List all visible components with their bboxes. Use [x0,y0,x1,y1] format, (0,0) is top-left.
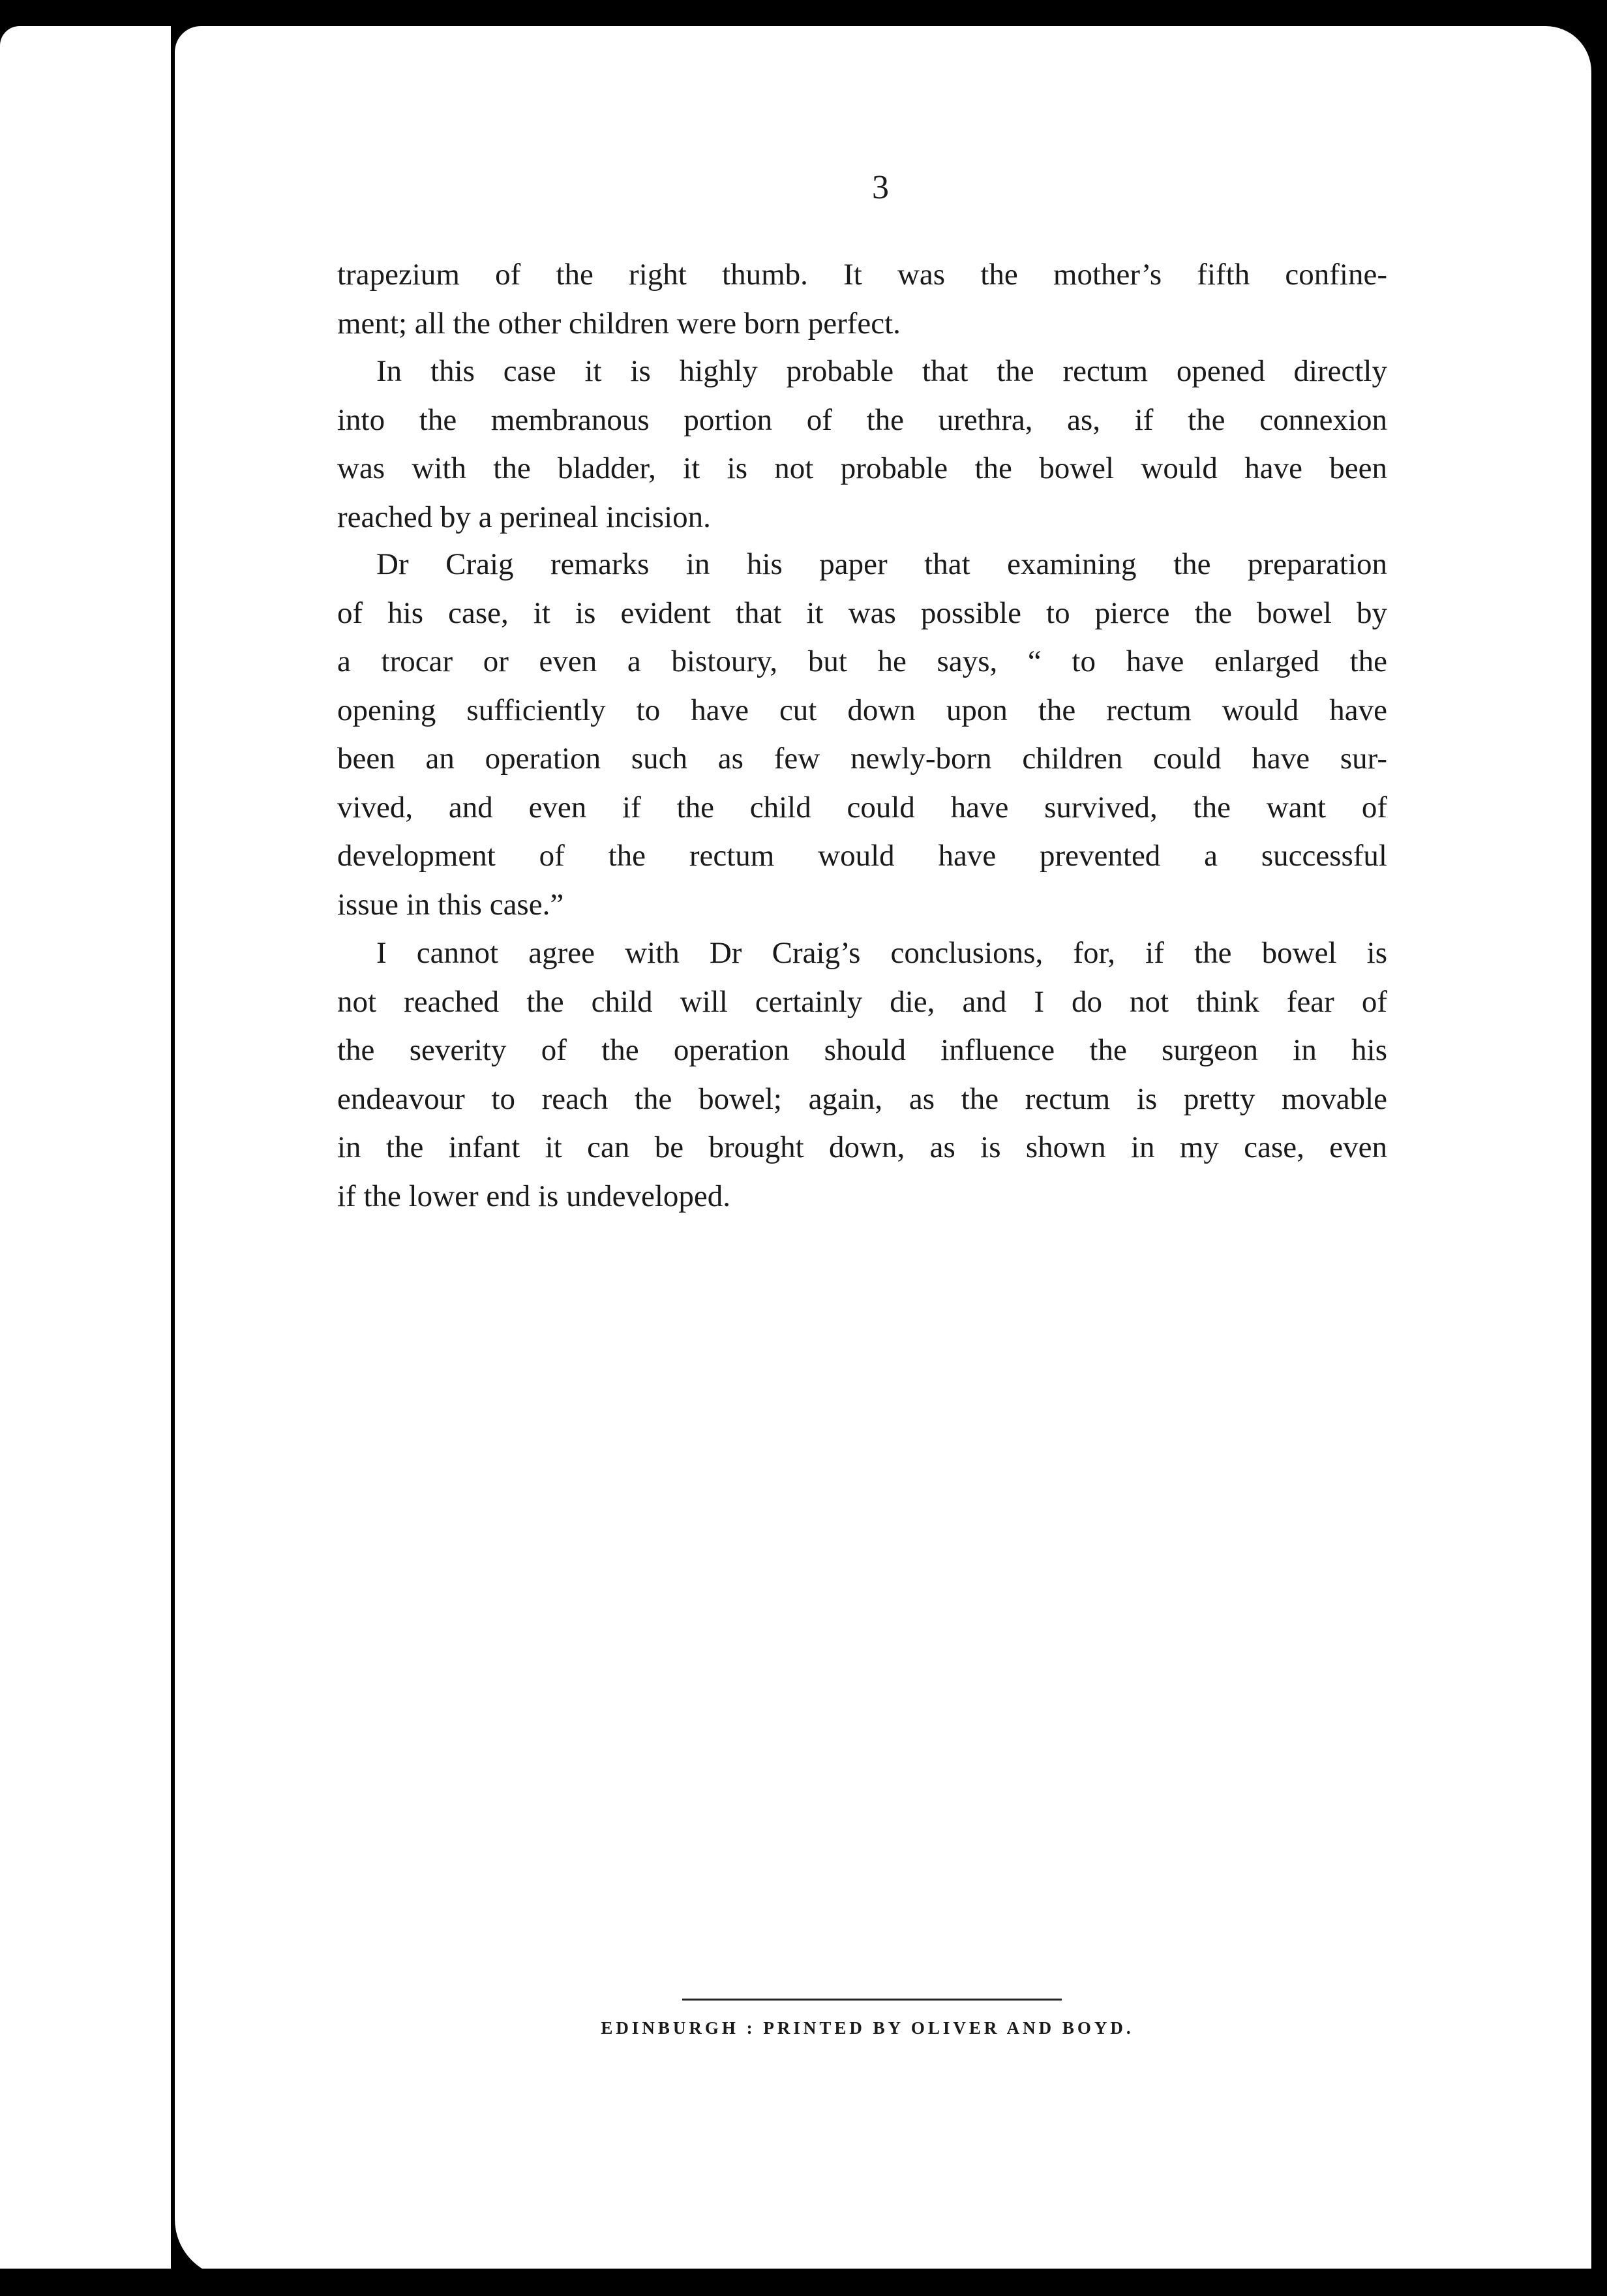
text-line: development of the rectum would have prevented a successful [337,839,1387,873]
scan-border [0,2269,1607,2296]
printer-imprint: EDINBURGH : PRINTED BY OLIVER AND BOYD. [601,2018,1134,2038]
text-line: I cannot agree with Dr Craig’s conclusions, for, if the bowel is [376,936,1387,970]
paragraph-4 [337,929,1387,1220]
text-line: opening sufficiently to have cut down upon the rectum would have [337,693,1387,727]
text-line: the severity of the operation should influence the surgeon in his [337,1033,1387,1067]
text-line: trapezium of the right thumb. It was the mother’s fifth confine- [337,258,1387,292]
text-line: of his case, it is evident that it was possible to pierce the bowel by [337,596,1387,630]
text-line: reached by a perineal incision. [337,500,711,534]
text-line: been an operation such as few newly-born children could have sur- [337,742,1387,776]
text-line: was with the bladder, it is not probable the bowel would have been [337,451,1387,485]
text-line: In this case it is highly probable that the rectum opened directly [376,354,1387,388]
text-line: issue in this case.” [337,887,564,922]
text-line: in the infant it can be brought down, as is shown in my case, even [337,1130,1387,1164]
text-line: a trocar or even a bistoury, but he says, “ to have enlarged the [337,644,1387,678]
previous-page-edge [0,26,171,2296]
text-line: vived, and even if the child could have survived, the want of [337,790,1387,824]
text-line: not reached the child will certainly die, and I do not think fear of [337,984,1387,1019]
paragraph-2 [337,347,1387,541]
paragraph-1 [337,250,1387,348]
page-number: 3 [872,169,889,206]
text-line: if the lower end is undeveloped. [337,1179,730,1213]
text-line: endeavour to reach the bowel; again, as the rectum is pretty movable [337,1081,1387,1116]
text-line: into the membranous portion of the urethra, as, if the connexion [337,402,1387,437]
divider-rule [682,1999,1062,2001]
text-line: Dr Craig remarks in his paper that examining the preparation [376,547,1387,581]
paragraph-3 [337,540,1387,929]
text-line: ment; all the other children were born perfect. [337,306,901,340]
